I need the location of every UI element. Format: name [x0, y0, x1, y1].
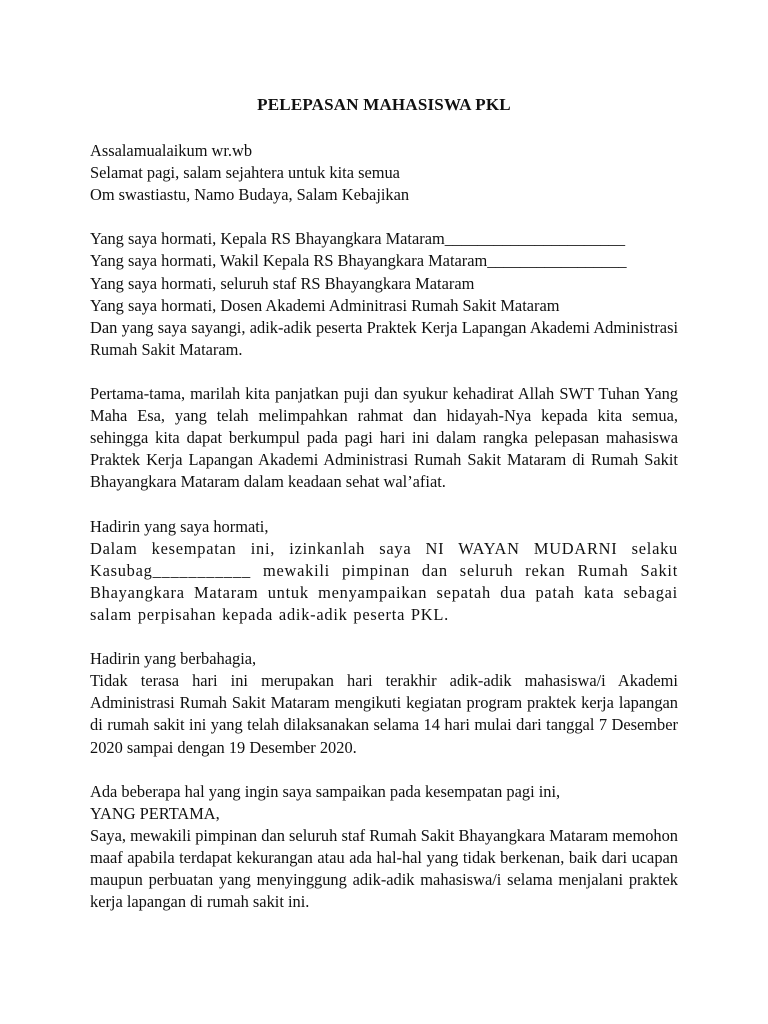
address-line: Yang saya hormati, Dosen Akademi Adminitrasi Rumah Sakit Mataram [90, 295, 560, 315]
paragraph-gap [90, 494, 678, 516]
greeting-line: Om swastiastu, Namo Budaya, Salam Kebajikan [90, 185, 410, 205]
document-title: PELEPASAN MAHASISWA PKL [257, 95, 511, 114]
point-paragraph: Saya, mewakili pimpinan dan seluruh staf Rumah Sakit Bhayangkara Mataram memohon maaf apabila terdapat kekurangan atau ada hal-hal yang tidak berkenan, baik dari ucapan maupun perbuatan yang menyinggung adik-adik mahasiswa/i selama menjalani praktek kerja lapangan di rumah sakit ini. [90, 825, 678, 912]
paragraph-gap [90, 361, 678, 383]
address-line-students: Dan yang saya sayangi, adik-adik peserta Praktek Kerja Lapangan Akademi Administrasi Rumah Sakit Mataram. [90, 317, 678, 359]
address-line: Yang saya hormati, Wakil Kepala RS Bhayangkara Mataram_________________ [90, 251, 627, 271]
introduction-paragraph: Dalam kesempatan ini, izinkanlah saya NI WAYAN MUDARNI selaku Kasubag___________ mewakili pimpinan dan seluruh rekan Rumah Sakit Bhayangkara Mataram untuk menyampaikan sepatah dua patah kata sebagai salam perpisahan kepada adik-adik peserta PKL. [90, 538, 678, 624]
address-line: Yang saya hormati, seluruh staf RS Bhayangkara Mataram [90, 273, 475, 293]
address-line: Yang saya hormati, Kepala RS Bhayangkara Mataram______________________ [90, 229, 626, 249]
opening-paragraph: Pertama-tama, marilah kita panjatkan puji dan syukur kehadirat Allah SWT Tuhan Yang Maha Esa, yang telah melimpahkan rahmat dan hidayah-Nya kepada kita semua, sehingga kita dapat berkumpul pada pagi hari ini dalam rangka pelepasan mahasiswa Praktek Kerja Lapangan Akademi Administrasi Rumah Sakit Mataram di Rumah Sakit Bhayangkara Mataram dalam keadaan sehat wal’afiat. [90, 384, 678, 492]
greeting-line: Assalamualaikum wr.wb [90, 141, 253, 160]
salutation: Hadirin yang saya hormati, [90, 516, 269, 536]
points-intro: Ada beberapa hal yang ingin saya sampaikan pada kesempatan pagi ini, [90, 781, 561, 801]
paragraph-gap [90, 206, 678, 228]
point-heading: YANG PERTAMA, [90, 803, 220, 823]
document-body [90, 140, 678, 913]
paragraph-gap [90, 759, 678, 781]
greeting-line: Selamat pagi, salam sejahtera untuk kita semua [90, 163, 400, 183]
salutation: Hadirin yang berbahagia, [90, 649, 257, 669]
last-day-paragraph: Tidak terasa hari ini merupakan hari terakhir adik-adik mahasiswa/i Akademi Administrasi Rumah Sakit Mataram mengikuti kegiatan program praktek kerja lapangan di rumah sakit ini yang telah dilaksanakan selama 14 hari mulai dari tanggal 7 Desember 2020 sampai dengan 19 Desember 2020. [90, 671, 678, 757]
paragraph-gap [90, 626, 678, 648]
